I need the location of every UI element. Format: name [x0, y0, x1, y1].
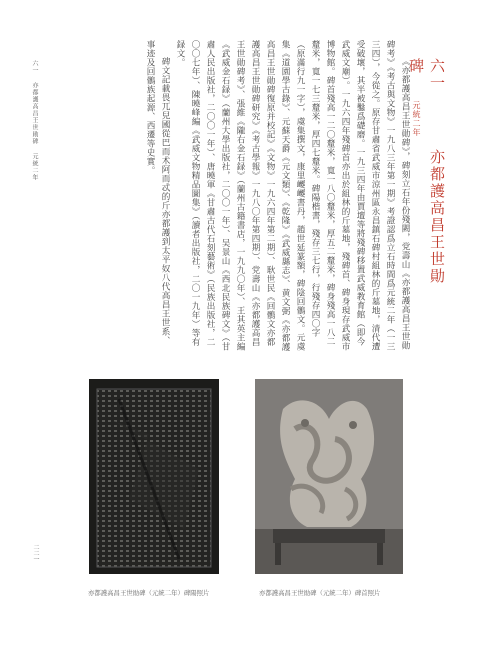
section-dynasty: 元統二年: [412, 101, 421, 137]
body-text: [88, 40, 412, 353]
stele-rubbing-photo: [89, 379, 219, 574]
section-number: 六一: [428, 58, 446, 92]
figure-caption: 亦都護高昌王世勛碑（元統二年）碑首照片: [259, 589, 381, 597]
section-heading: [406, 58, 448, 288]
stele-rubbing-image: [89, 379, 219, 574]
stele-head-photo: [255, 379, 403, 574]
figure-caption: 亦都護高昌王世勛碑（元統二年）碑陽照片: [88, 589, 210, 597]
running-head: 六一 亦都護高昌王世勛碑 元統二年: [31, 60, 38, 181]
body-paragraph: 碑文記載畏兀兒國從巴而术阿而忒的斤亦都護到太平奴八代高昌王世系、事迹及回鶻族起源、西遷等史實。: [145, 40, 170, 346]
section-title: 亦都護高昌王世勛碑: [407, 58, 446, 285]
body-paragraph: 《亦都護高昌王世勛碑》，碑刻立石年份殘闕，党壽山《亦都護高昌王世勛碑考》《考古與文物》一九八三年第一期》考證認爲立石時間爲元統二年（一三三四），今從之。原存甘肅省武威市涼州區永昌鎮石碑村組林的斤墓地，清代遭受破壞，其半被鑿爲礎磨。一九三四年由賈壇等將殘碑移置武威教育館（即今武威文廟）。一九六四年殘碑首亦出於組林的斤墓地，殘碑首、碑身現存武威市博物館。碑首殘高一二〇釐米，寬一八〇釐米，厚五二釐米，碑身殘高一八二釐米，寬一七三釐米，厚四七釐米。碑陽楷書，殘存三七行，行殘存四〇字（原滿行九一字），虞集撰文，康里巎巎書丹，趙世延篆額，碑陰回鶻文。元虞集《道園學古錄》、元蘇天爵《元文類》、《乾隆》《武威縣志》、黄文弼《亦都護高昌王世勛碑復原并校記》《文物》一九六四年第二期）、耿世民《回鶻文亦都護高昌王世勛碑研究》《考古學報》一九八〇年第四期）、党壽山《亦都護高昌王世勛碑考》、張維《隴右金石録》（蘭州古籍書店，一九九〇年）、王其英主編《武威金石録》（蘭州大學出版社，二〇〇一年）、吴景山《西北民族碑文》（甘肅人民出版社，二〇〇一年）、唐曉軍《甘肅古代石刻藝術》（民族出版社，二〇〇七年）、陳曉峰編《武威文物精品圖集》（讀者出版社，二〇一九年）等有録文。: [175, 40, 410, 352]
stele-head-image: [255, 379, 403, 574]
page-number: 二二一: [32, 544, 39, 562]
